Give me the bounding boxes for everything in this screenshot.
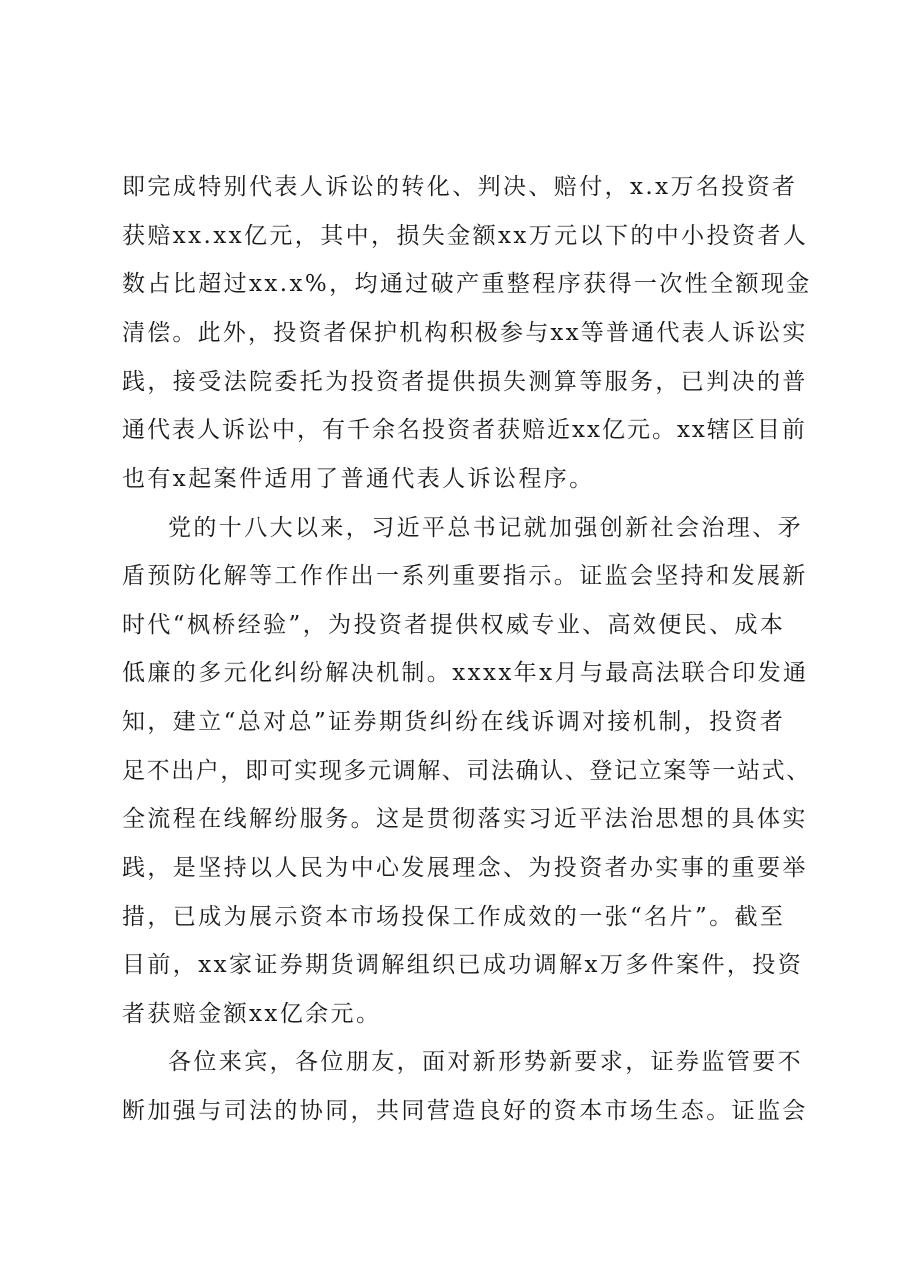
paragraph-2-line-9: 措，已成为展示资本市场投保工作成效的一张“名片”。截至 (122, 904, 786, 930)
paragraph-1-line-6: 通代表人诉讼中，有千余名投资者获赔近xx亿元。xx辖区目前 (122, 417, 807, 443)
paragraph-2-line-4: 低廉的多元化纠纷解决机制。xxxx年x月与最高法联合印发通 (122, 660, 809, 686)
paragraph-2-line-10: 目前，xx家证券期货调解组织已成功调解x万多件案件，投资 (122, 952, 804, 978)
paragraph-3-line-2: 断加强与司法的协同，共同营造良好的资本市场生态。证监会 (122, 1098, 808, 1124)
paragraph-1-line-4: 清偿。此外，投资者保护机构积极参与xx等普通代表人诉讼实 (122, 320, 808, 346)
paragraph-2-line-2: 盾预防化解等工作作出一系列重要指示。证监会坚持和发展新 (122, 563, 808, 589)
paragraph-2-line-1: 党的十八大以来，习近平总书记就加强创新社会治理、矛 (168, 515, 803, 541)
paragraph-3-line-1: 各位来宾，各位朋友，面对新形势新要求，证券监管要不 (168, 1049, 803, 1075)
paragraph-1-line-3: 数占比超过xx.x%，均通过破产重整程序获得一次性全额现金 (122, 271, 812, 297)
paragraph-1-line-1: 即完成特别代表人诉讼的转化、判决、赔付，x.x万名投资者 (122, 174, 798, 200)
paragraph-2-line-11: 者获赔金额xx亿余元。 (122, 1001, 382, 1027)
paragraph-1-line-5: 践，接受法院委托为投资者提供损失测算等服务，已判决的普 (122, 369, 808, 395)
paragraph-1-line-2: 获赔xx.xx亿元，其中，损失金额xx万元以下的中小投资者人 (122, 223, 809, 249)
paragraph-2-line-7: 全流程在线解纷服务。这是贯彻落实习近平法治思想的具体实 (122, 806, 808, 832)
paragraph-2-line-8: 践，是坚持以人民为中心发展理念、为投资者办实事的重要举 (122, 855, 808, 881)
paragraph-2-line-6: 足不出户，即可实现多元调解、司法确认、登记立案等一站式、 (122, 758, 811, 784)
paragraph-2-line-5: 知，建立“总对总”证券期货纠纷在线诉调对接机制，投资者 (122, 709, 786, 735)
paragraph-1-line-7: 也有x起案件适用了普通代表人诉讼程序。 (122, 466, 595, 492)
paragraph-2-line-3: 时代“枫桥经验”，为投资者提供权威专业、高效便民、成本 (122, 612, 786, 638)
